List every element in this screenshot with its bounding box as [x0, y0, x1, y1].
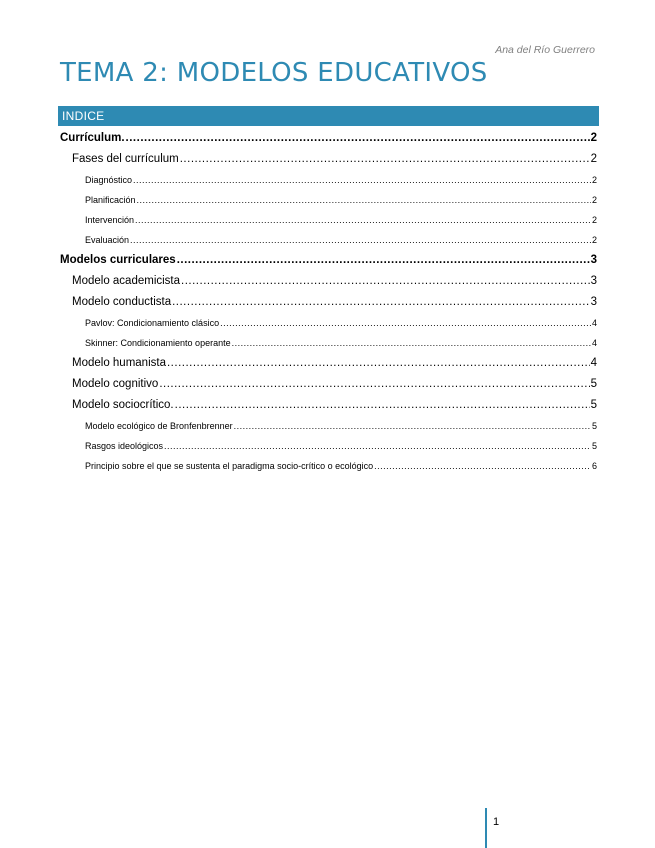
- toc-dot-leader: [167, 353, 590, 374]
- toc-dot-leader: [135, 210, 591, 230]
- page-number: 1: [493, 816, 500, 828]
- toc-entry-label: Modelo academicista: [72, 275, 181, 287]
- toc-entry-skinner[interactable]: [60, 333, 597, 353]
- toc-dot-leader: [374, 456, 591, 476]
- toc-dot-leader: [177, 250, 590, 271]
- toc-dot-leader: [234, 416, 591, 436]
- toc-entry-modelos-curriculares[interactable]: [60, 250, 597, 271]
- toc-entry-rasgos-ideologicos[interactable]: [60, 436, 597, 456]
- toc-entry-pavlov[interactable]: [60, 313, 597, 333]
- toc-dot-leader: [175, 395, 590, 416]
- toc-entry-label: Modelo humanista: [72, 357, 166, 369]
- toc-dot-leader: [159, 374, 589, 395]
- toc-entry-label: Currículum.: [60, 132, 125, 144]
- toc-entry-label: Rasgos ideológicos: [85, 441, 164, 451]
- toc-entry-label: Modelo cognitivo: [72, 378, 159, 390]
- toc-entry-modelo-conductista[interactable]: [60, 292, 597, 313]
- toc-entry-modelo-cognitivo[interactable]: [60, 374, 597, 395]
- toc-entry-page: 3: [590, 275, 597, 287]
- toc-dot-leader: [180, 149, 590, 170]
- toc-entry-intervencion[interactable]: [60, 210, 597, 230]
- toc-entry-page: 5: [591, 441, 597, 451]
- toc-entry-label: Fases del currículum: [72, 153, 179, 165]
- toc-dot-leader: [220, 313, 591, 333]
- toc-entry-label: Modelos curriculares: [60, 254, 176, 266]
- toc-entry-page: 4: [591, 338, 597, 348]
- toc-entry-label: Modelo conductista: [72, 296, 172, 308]
- page-number-rule: [485, 808, 487, 848]
- toc-entry-label: Modelo sociocrítico.: [72, 399, 174, 411]
- table-of-contents: [60, 128, 597, 476]
- toc-entry-page: 5: [590, 399, 597, 411]
- toc-entry-label: Pavlov: Condicionamiento clásico: [85, 318, 220, 328]
- toc-entry-page: 2: [591, 235, 597, 245]
- toc-entry-label: Principio sobre el que se sustenta el paradigma socio-crítico o ecológico: [85, 461, 374, 471]
- toc-entry-page: 6: [591, 461, 597, 471]
- toc-entry-planificacion[interactable]: [60, 190, 597, 210]
- toc-entry-page: 2: [590, 132, 597, 144]
- toc-entry-modelo-sociocritico[interactable]: [60, 395, 597, 416]
- toc-entry-page: 2: [591, 195, 597, 205]
- toc-entry-curriculum[interactable]: [60, 128, 597, 149]
- toc-entry-fases-curriculum[interactable]: [60, 149, 597, 170]
- toc-entry-bronfenbrenner[interactable]: [60, 416, 597, 436]
- toc-dot-leader: [164, 436, 591, 456]
- toc-entry-label: Intervención: [85, 215, 135, 225]
- toc-entry-modelo-humanista[interactable]: [60, 353, 597, 374]
- toc-entry-page: 2: [591, 215, 597, 225]
- toc-entry-page: 4: [591, 318, 597, 328]
- document-title: TEMA 2: MODELOS EDUCATIVOS: [60, 58, 488, 88]
- toc-entry-page: 4: [590, 357, 597, 369]
- index-heading: INDICE: [58, 106, 599, 126]
- toc-dot-leader: [133, 170, 591, 190]
- toc-dot-leader: [130, 230, 591, 250]
- toc-entry-principio-paradigma[interactable]: [60, 456, 597, 476]
- toc-dot-leader: [126, 128, 590, 149]
- toc-entry-page: 5: [590, 378, 597, 390]
- toc-dot-leader: [137, 190, 591, 210]
- toc-dot-leader: [172, 292, 590, 313]
- toc-dot-leader: [232, 333, 591, 353]
- toc-entry-label: Evaluación: [85, 235, 130, 245]
- toc-entry-label: Diagnóstico: [85, 175, 133, 185]
- toc-entry-page: 2: [590, 153, 597, 165]
- toc-entry-label: Modelo ecológico de Bronfenbrenner: [85, 421, 233, 431]
- toc-entry-page: 5: [591, 421, 597, 431]
- toc-dot-leader: [181, 271, 590, 292]
- toc-entry-page: 3: [590, 254, 597, 266]
- toc-entry-diagnostico[interactable]: [60, 170, 597, 190]
- author-name: Ana del Río Guerrero: [495, 44, 595, 56]
- toc-entry-page: 3: [590, 296, 597, 308]
- toc-entry-modelo-academicista[interactable]: [60, 271, 597, 292]
- toc-entry-label: Skinner: Condicionamiento operante: [85, 338, 231, 348]
- toc-entry-label: Planificación: [85, 195, 136, 205]
- toc-entry-evaluacion[interactable]: [60, 230, 597, 250]
- toc-entry-page: 2: [591, 175, 597, 185]
